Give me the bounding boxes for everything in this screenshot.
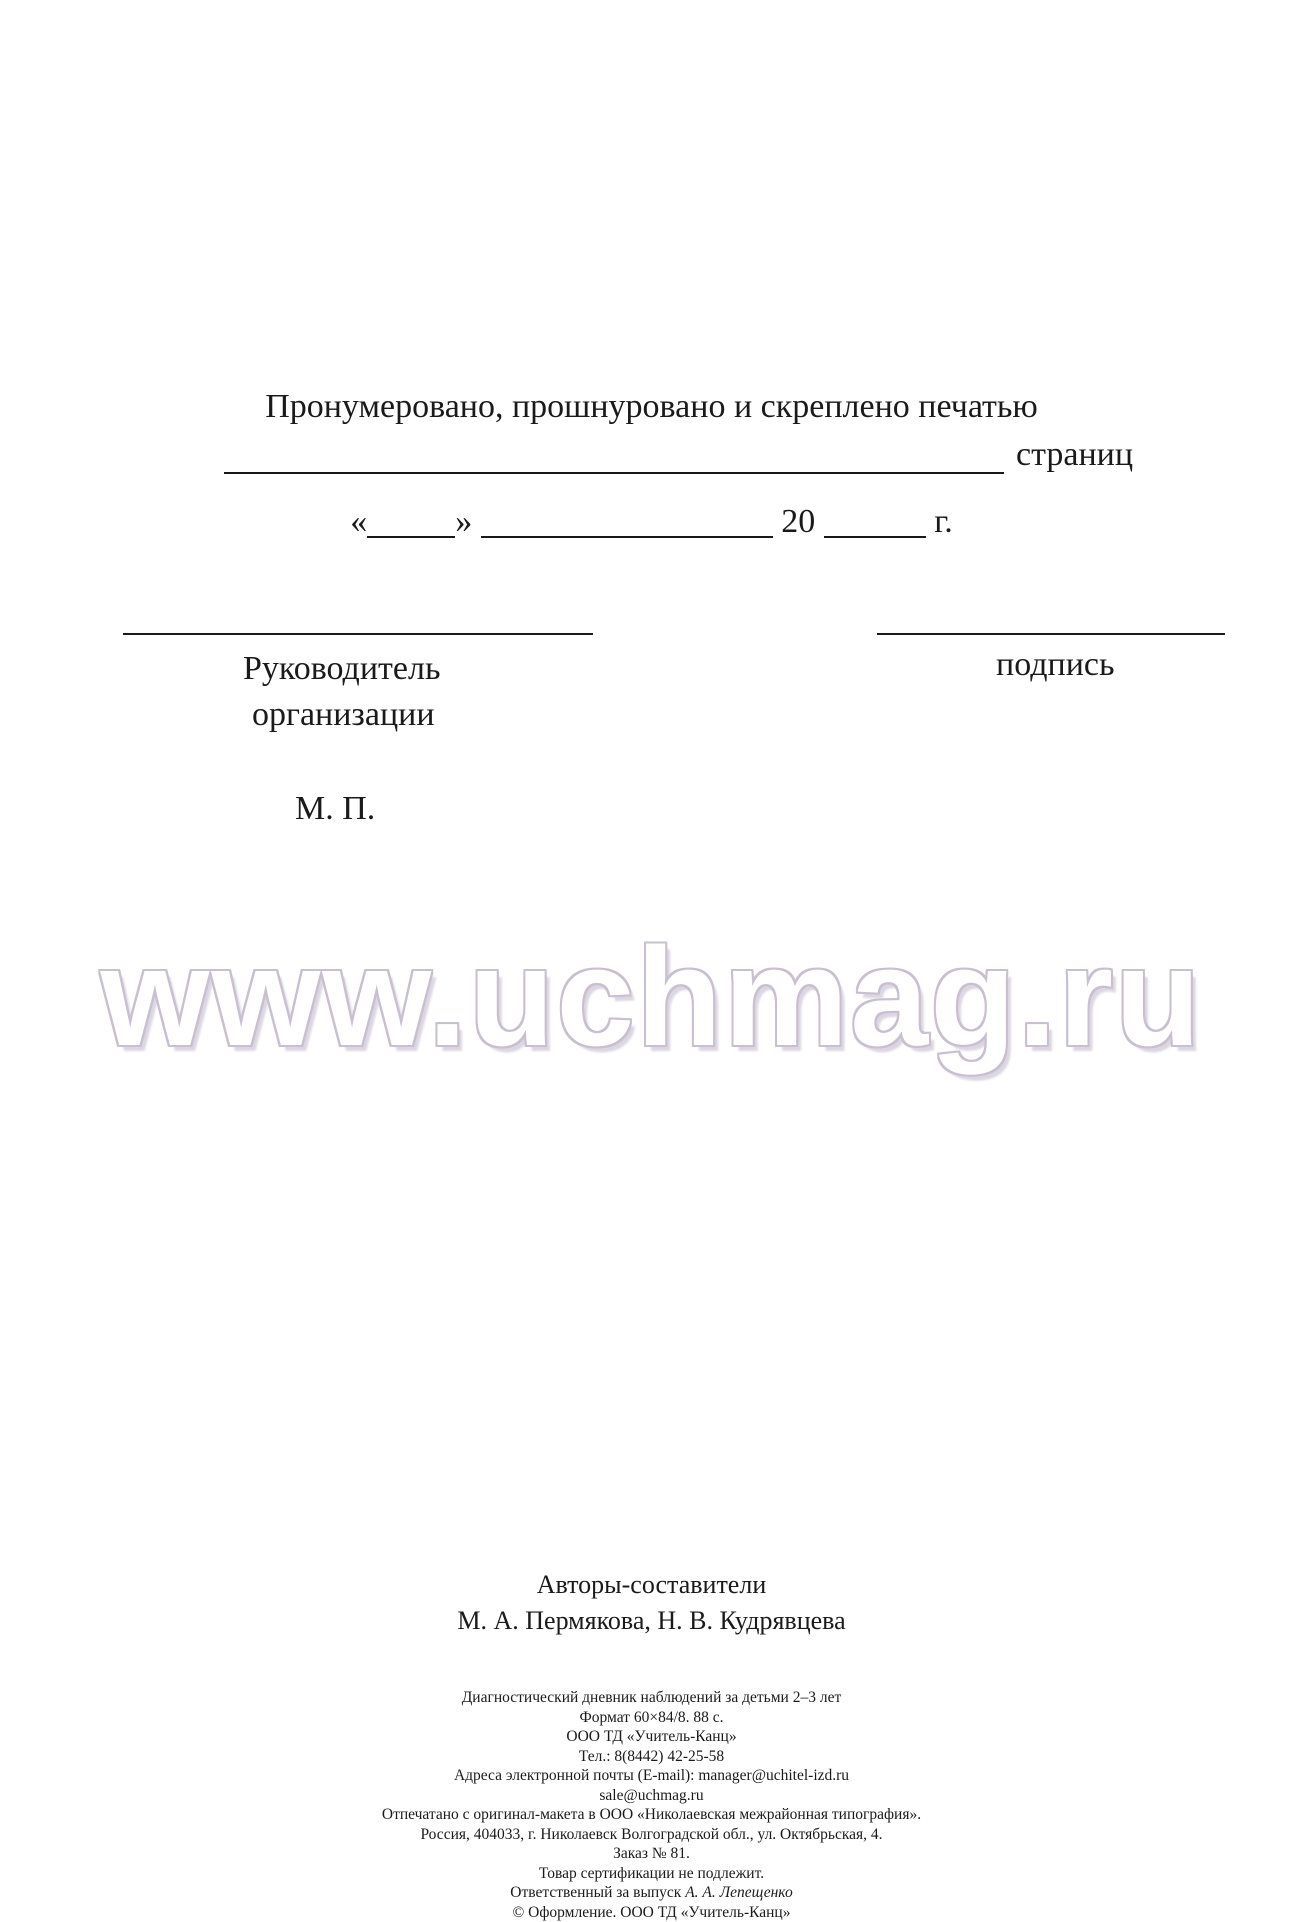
year-suffix: г. bbox=[934, 503, 953, 540]
imprint-email-sale: sale@uchmag.ru bbox=[0, 1786, 1303, 1806]
day-blank bbox=[367, 502, 455, 538]
authors-heading: Авторы-составители bbox=[0, 1570, 1303, 1600]
imprint-responsible-name: А. А. Лепещенко bbox=[685, 1884, 793, 1901]
imprint-book-title: Диагностический дневник наблюдений за детьми 2–3 лет bbox=[0, 1688, 1303, 1708]
signature-label: подпись bbox=[996, 646, 1115, 684]
head-label bbox=[243, 646, 440, 738]
stamp-label: М. П. bbox=[295, 790, 375, 828]
imprint-responsible-prefix: Ответственный за выпуск bbox=[510, 1884, 681, 1901]
head-label-line1: Руководитель bbox=[243, 646, 440, 692]
imprint-phone: Тел.: 8(8442) 42-25-58 bbox=[0, 1747, 1303, 1767]
head-signature-line bbox=[123, 633, 593, 635]
date-row bbox=[0, 502, 1303, 541]
year-blank bbox=[824, 502, 926, 538]
authors-names: М. А. Пермякова, Н. В. Кудрявцева bbox=[0, 1606, 1303, 1636]
head-label-line2: организации bbox=[243, 692, 440, 738]
signature-line bbox=[877, 633, 1225, 635]
imprint-printed-at: Отпечатано с оригинал-макета в ООО «Николаевская межрайонная типография». bbox=[0, 1805, 1303, 1825]
certification-title: Пронумеровано, прошнуровано и скреплено печатью bbox=[0, 388, 1303, 426]
year-prefix: 20 bbox=[781, 503, 815, 540]
imprint bbox=[0, 1688, 1303, 1922]
imprint-email: Адреса электронной почты (E-mail): manager@uchitel-izd.ru bbox=[0, 1766, 1303, 1786]
watermark: www.uchmag.ru bbox=[0, 916, 1303, 1078]
pages-word: страниц bbox=[1016, 436, 1133, 474]
imprint-publisher: ООО ТД «Учитель-Канц» bbox=[0, 1727, 1303, 1747]
imprint-format: Формат 60×84/8. 88 с. bbox=[0, 1708, 1303, 1728]
imprint-address: Россия, 404033, г. Николаевск Волгоградской обл., ул. Октябрьская, 4. bbox=[0, 1825, 1303, 1845]
imprint-certification-note: Товар сертификации не подлежит. bbox=[0, 1864, 1303, 1884]
imprint-design: © Оформление. ООО ТД «Учитель-Канц» bbox=[0, 1903, 1303, 1922]
imprint-responsible bbox=[0, 1883, 1303, 1903]
pages-count-line bbox=[224, 472, 1004, 474]
imprint-order: Заказ № 81. bbox=[0, 1844, 1303, 1864]
date-close-quote: » bbox=[455, 503, 472, 540]
month-blank bbox=[481, 502, 773, 538]
date-open-quote: « bbox=[350, 503, 367, 540]
